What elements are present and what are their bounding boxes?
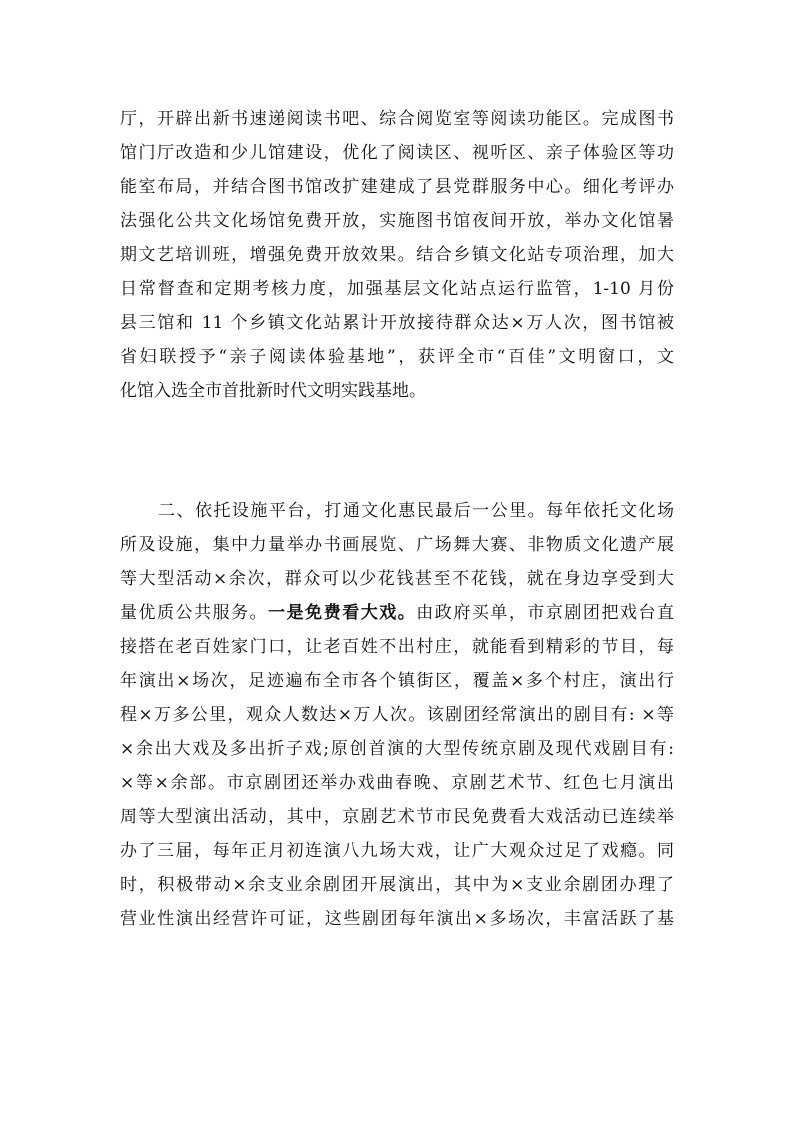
text-line: 年演出×场次，足迹遍布全市各个镇街区，覆盖×多个村庄，演出行 (120, 671, 674, 691)
text-line: 办了三届，每年正月初连演八九场大戏，让广大观众过足了戏瘾。同 (120, 841, 674, 861)
text-line: ×等×余部。市京剧团还举办戏曲春晚、京剧艺术节、红色七月演出 (120, 773, 674, 793)
text-line: 所及设施，集中力量举办书画展览、广场舞大赛、非物质文化遗产展 (120, 535, 674, 555)
text-line: 能室布局，并结合图书馆改扩建建成了县党群服务中心。细化考评办 (120, 177, 674, 197)
text-line: 等大型活动×余次，群众可以少花钱甚至不花钱，就在身边享受到大 (120, 569, 674, 589)
text-line (120, 596, 674, 630)
text-line: 期文艺培训班，增强免费开放效果。结合乡镇文化站专项治理，加大 (120, 245, 674, 265)
bold-subheading: 一是免费看大戏。 (268, 603, 417, 623)
text-line: 厅，开辟出新书速递阅读书吧、综合阅览室等阅读功能区。完成图书 (120, 109, 674, 129)
text-line: 化馆入选全市首批新时代文明实践基地。 (120, 381, 426, 401)
text-line: 县三馆和 11 个乡镇文化站累计开放接待群众达×万人次，图书馆被 (120, 313, 674, 333)
text-line: 馆门厅改造和少儿馆建设，优化了阅读区、视听区、亲子体验区等功 (120, 143, 674, 163)
text-line: 营业性演出经营许可证，这些剧团每年演出×多场次，丰富活跃了基 (120, 909, 674, 929)
text-line: 省妇联授予“亲子阅读体验基地”，获评全市“百佳”文明窗口，文 (120, 347, 674, 367)
text-line: ×余出大戏及多出折子戏;原创首演的大型传统京剧及现代戏剧目有: (120, 739, 674, 759)
text-line: 法强化公共文化场馆免费开放，实施图书馆夜间开放，举办文化馆暑 (120, 211, 674, 231)
text-segment: 由政府买单，市京剧团把戏台直 (416, 603, 675, 623)
text-line: 日常督查和定期考核力度，加强基层文化站点运行监管，1-10 月份 (120, 279, 674, 299)
text-line: 程×万多公里，观众人数达×万人次。该剧团经常演出的剧目有: ×等 (120, 705, 674, 725)
text-line: 时，积极带动×余支业余剧团开展演出，其中为×支业余剧团办理了 (120, 875, 674, 895)
text-segment: 量优质公共服务。 (120, 603, 269, 623)
section-heading-line: 二、依托设施平台，打通文化惠民最后一公里。每年依托文化场 (158, 501, 674, 521)
paragraph-cultural-benefits (120, 494, 674, 936)
text-line: 接搭在老百姓家门口，让老百姓不出村庄，就能看到精彩的节目，每 (120, 637, 674, 657)
text-line: 周等大型演出活动，其中，京剧艺术节市民免费看大戏活动已连续举 (120, 807, 674, 827)
paragraph-library-services (120, 102, 674, 408)
